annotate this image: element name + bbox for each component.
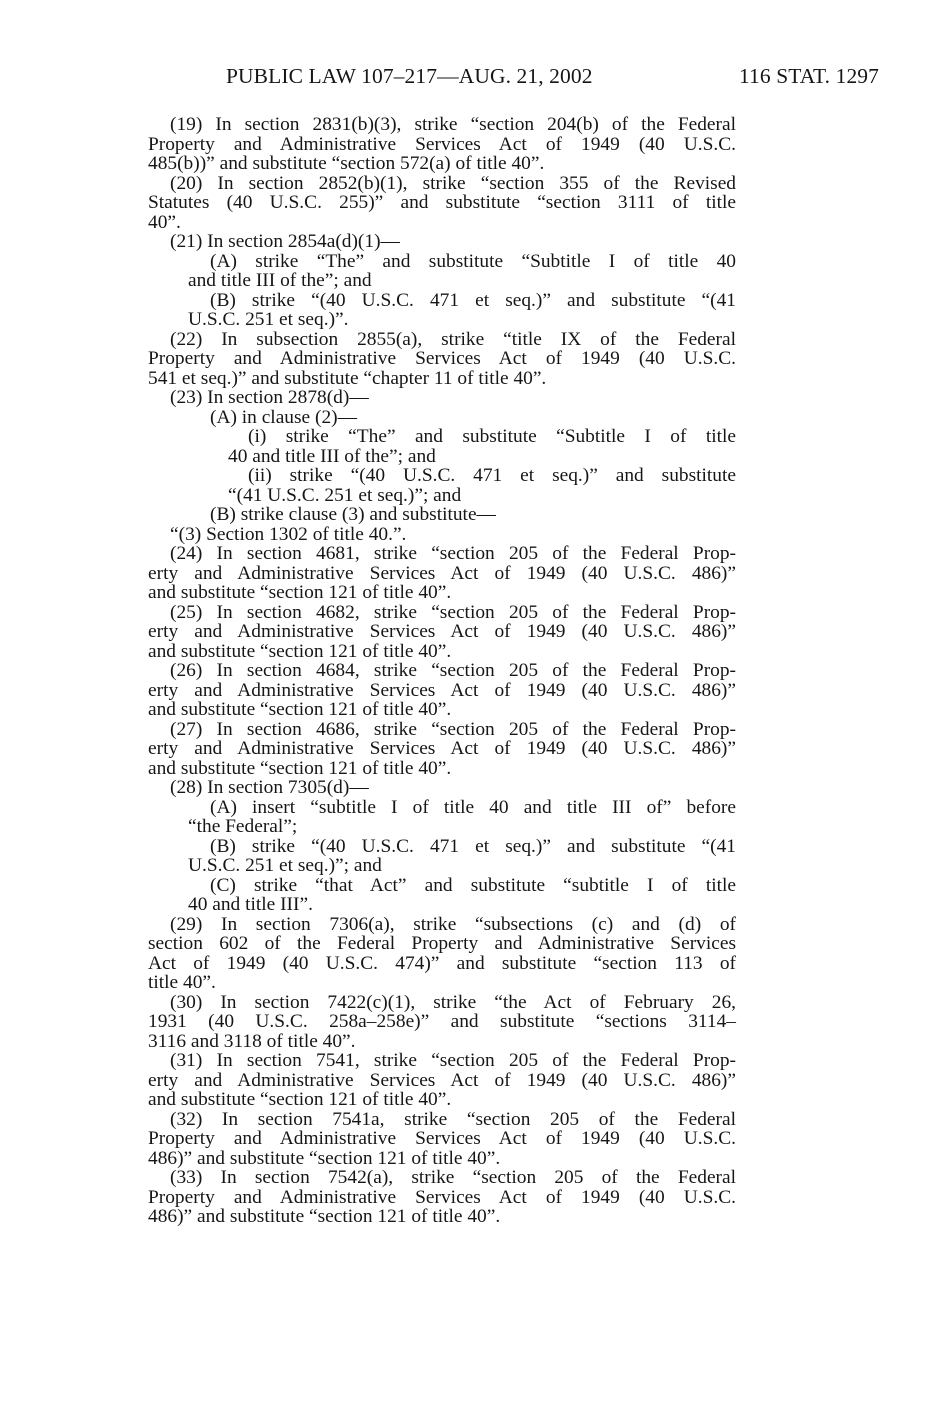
text-line: (28) In section 7305(d)— <box>170 777 369 798</box>
text-line: erty and Administrative Services Act of 1949 (40 U.S.C. 486)” <box>148 562 736 584</box>
paragraph-20 <box>148 174 736 233</box>
paragraph-30 <box>148 993 736 1052</box>
text-line: 40 and title III of the”; and <box>228 445 436 467</box>
text-line: Property and Administrative Services Act of 1949 (40 U.S.C. <box>148 1186 736 1208</box>
text-line: (29) In section 7306(a), strike “subsections (c) and (d) of <box>170 913 736 935</box>
text-line: Property and Administrative Services Act of 1949 (40 U.S.C. <box>148 348 736 369</box>
subparagraph-23-b <box>148 505 736 525</box>
text-line: Property and Administrative Services Act of 1949 (40 U.S.C. <box>148 1128 736 1149</box>
text-line: title 40”. <box>148 972 216 993</box>
text-line: (A) strike “The” and substitute “Subtitle I of title 40 <box>210 250 736 272</box>
text-line: and substitute “section 121 of title 40”. <box>148 582 452 603</box>
text-line: (C) strike “that Act” and substitute “subtitle I of title <box>210 874 736 896</box>
text-line: “(3) Section 1302 of title 40.”. <box>170 523 407 545</box>
text-line: and substitute “section 121 of title 40”. <box>148 757 452 779</box>
clause-23-a-ii <box>148 466 736 505</box>
paragraph-19 <box>148 115 736 174</box>
text-line: erty and Administrative Services Act of 1949 (40 U.S.C. 486)” <box>148 738 736 759</box>
paragraph-32 <box>148 1110 736 1169</box>
text-line: (27) In section 4686, strike “section 205 of the Federal Prop- <box>170 718 736 740</box>
quoted-clause-3 <box>148 525 736 545</box>
text-line: U.S.C. 251 et seq.)”. <box>188 309 349 330</box>
text-line: and substitute “section 121 of title 40”. <box>148 699 452 720</box>
text-line: (A) insert “subtitle I of title 40 and title III of” before <box>210 796 736 818</box>
text-line: (19) In section 2831(b)(3), strike “section 204(b) of the Federal <box>170 114 736 135</box>
paragraph-33 <box>148 1168 736 1227</box>
text-line: erty and Administrative Services Act of 1949 (40 U.S.C. 486)” <box>148 1069 736 1091</box>
text-line: Statutes (40 U.S.C. 255)” and substitute “section 3111 of title <box>148 192 736 213</box>
text-line: (33) In section 7542(a), strike “section 205 of the Federal <box>170 1167 736 1188</box>
text-line: (B) strike “(40 U.S.C. 471 et seq.)” and substitute “(41 <box>210 289 736 311</box>
clause-23-a-i <box>148 427 736 466</box>
text-line: U.S.C. 251 et seq.)”; and <box>188 855 382 876</box>
text-line: (B) strike “(40 U.S.C. 471 et seq.)” and substitute “(41 <box>210 835 736 857</box>
subparagraph-21-a <box>148 252 736 291</box>
text-line: (30) In section 7422(c)(1), strike “the Act of February 26, <box>170 991 736 1013</box>
text-line: “the Federal”; <box>188 816 298 837</box>
text-line: 1931 (40 U.S.C. 258a–258e)” and substitute “sections 3114– <box>148 1011 736 1032</box>
text-line: section 602 of the Federal Property and Administrative Services <box>148 933 736 954</box>
text-line: 486)” and substitute “section 121 of title 40”. <box>148 1206 501 1227</box>
stat-page-number: 116 STAT. 1297 <box>738 64 879 88</box>
text-line: (A) in clause (2)— <box>210 406 357 428</box>
text-line: 40 and title III”. <box>188 894 313 915</box>
text-line: (21) In section 2854a(d)(1)— <box>170 231 400 252</box>
text-line: “(41 U.S.C. 251 et seq.)”; and <box>228 484 462 506</box>
subparagraph-28-b <box>148 837 736 876</box>
paragraph-22 <box>148 330 736 389</box>
paragraph-24 <box>148 544 736 603</box>
text-line: 40”. <box>148 211 181 233</box>
text-line: 541 et seq.)” and substitute “chapter 11 of title 40”. <box>148 367 547 389</box>
text-line: (24) In section 4681, strike “section 205 of the Federal Prop- <box>170 543 736 564</box>
paragraph-23 <box>148 388 736 408</box>
text-line: (20) In section 2852(b)(1), strike “section 355 of the Revised <box>170 172 736 194</box>
subparagraph-21-b <box>148 291 736 330</box>
text-line: (22) In subsection 2855(a), strike “title IX of the Federal <box>170 328 736 350</box>
paragraph-27 <box>148 720 736 779</box>
text-line: 3116 and 3118 of title 40”. <box>148 1030 356 1052</box>
subparagraph-23-a <box>148 408 736 428</box>
text-line: (31) In section 7541, strike “section 205 of the Federal Prop- <box>170 1050 736 1071</box>
text-line: Property and Administrative Services Act of 1949 (40 U.S.C. <box>148 133 736 155</box>
subparagraph-28-a <box>148 798 736 837</box>
text-line: (25) In section 4682, strike “section 205 of the Federal Prop- <box>170 601 736 623</box>
text-line: (B) strike clause (3) and substitute— <box>210 504 496 525</box>
text-line: erty and Administrative Services Act of 1949 (40 U.S.C. 486)” <box>148 621 736 642</box>
paragraph-25 <box>148 603 736 662</box>
text-line: 486)” and substitute “section 121 of title 40”. <box>148 1147 501 1169</box>
text-line: (i) strike “The” and substitute “Subtitle I of title <box>248 426 736 447</box>
text-line: Act of 1949 (40 U.S.C. 474)” and substitute “section 113 of <box>148 952 736 974</box>
text-line: (32) In section 7541a, strike “section 205 of the Federal <box>170 1108 736 1130</box>
paragraph-26 <box>148 661 736 720</box>
text-line: (ii) strike “(40 U.S.C. 471 et seq.)” and substitute <box>248 465 736 486</box>
paragraph-29 <box>148 915 736 993</box>
text-line: and title III of the”; and <box>188 270 372 291</box>
paragraph-31 <box>148 1051 736 1110</box>
running-head-title: PUBLIC LAW 107–217—AUG. 21, 2002 <box>226 64 593 88</box>
paragraph-28 <box>148 778 736 798</box>
document-body <box>148 115 736 1227</box>
text-line: 485(b))” and substitute “section 572(a) of title 40”. <box>148 153 545 174</box>
text-line: (23) In section 2878(d)— <box>170 387 369 408</box>
text-line: and substitute “section 121 of title 40”. <box>148 1089 452 1110</box>
text-line: (26) In section 4684, strike “section 205 of the Federal Prop- <box>170 660 736 681</box>
text-line: and substitute “section 121 of title 40”. <box>148 640 452 662</box>
paragraph-21 <box>148 232 736 252</box>
text-line: erty and Administrative Services Act of 1949 (40 U.S.C. 486)” <box>148 679 736 701</box>
page-header <box>226 64 879 94</box>
subparagraph-28-c <box>148 876 736 915</box>
